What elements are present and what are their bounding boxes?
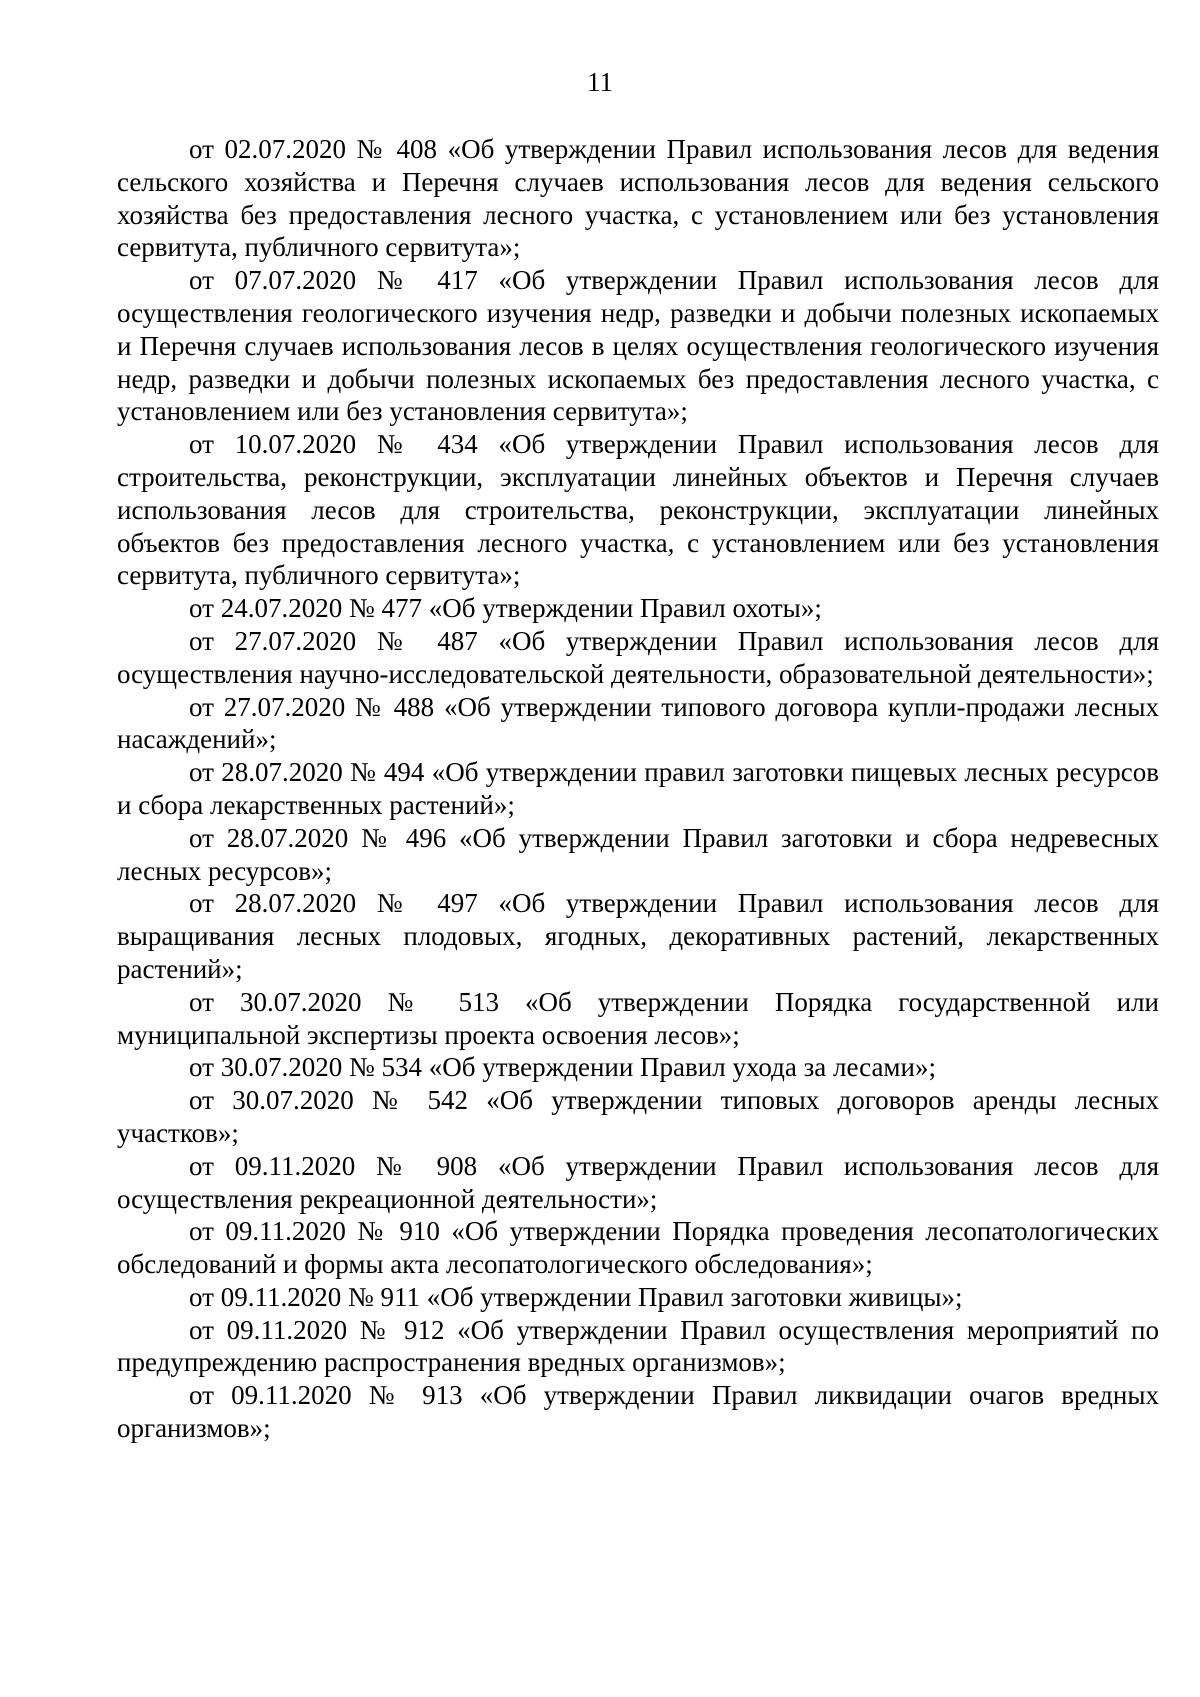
decree-paragraph: от 09.11.2020 № 910 «Об утверждении Порядка проведения лесопатологических обследований и формы акта лесопатологического обследования»; [117,1216,1159,1280]
decree-paragraph: от 02.07.2020 № 408 «Об утверждении Правил использования лесов для ведения сельского хозяйства и Перечня случаев использования лесов для ведения сельского хозяйства без предоставления лесного участка, с установлением или без установления сервитута, публичного сервитута»; [117,134,1159,263]
decree-paragraph: от 27.07.2020 № 487 «Об утверждении Правил использования лесов для осуществления научно-исследовательской деятельности, образовательной деятельности»; [117,625,1159,689]
decree-paragraph: от 28.07.2020 № 496 «Об утверждении Правил заготовки и сбора недревесных лесных ресурсов»; [117,822,1159,886]
decree-paragraph: от 28.07.2020 № 497 «Об утверждении Правил использования лесов для выращивания лесных плодовых, ягодных, декоративных растений, лекарственных растений»; [117,888,1159,984]
decree-paragraph: от 09.11.2020 № 913 «Об утверждении Правил ликвидации очагов вредных организмов»; [117,1380,1159,1444]
decree-paragraph: от 10.07.2020 № 434 «Об утверждении Правил использования лесов для строительства, реконструкции, эксплуатации линейных объектов и Перечня случаев использования лесов для строительства, реконструкции, эксплуатации линейных объектов без предоставления лесного участка, с установлением или без установления сервитута, публичного сервитута»; [117,429,1159,591]
decree-paragraph: от 30.07.2020 № 513 «Об утверждении Порядка государственной или муниципальной экспертизы проекта освоения лесов»; [117,986,1159,1050]
document-body [117,133,1159,1445]
decree-paragraph: от 27.07.2020 № 488 «Об утверждении типового договора купли-продажи лесных насаждений»; [117,691,1159,755]
decree-paragraph: от 09.11.2020 № 908 «Об утверждении Правил использования лесов для осуществления рекреационной деятельности»; [117,1150,1159,1214]
decree-paragraph: от 09.11.2020 № 911 «Об утверждении Правил заготовки живицы»; [189,1281,963,1312]
decree-paragraph: от 09.11.2020 № 912 «Об утверждении Правил осуществления мероприятий по предупреждению распространения вредных организмов»; [117,1314,1159,1378]
decree-paragraph: от 07.07.2020 № 417 «Об утверждении Правил использования лесов для осуществления геологического изучения недр, разведки и добычи полезных ископаемых и Перечня случаев использования лесов в целях осуществления геологического изучения недр, разведки и добычи полезных ископаемых без предоставления лесного участка, с установлением или без установления сервитута»; [117,265,1159,427]
decree-paragraph: от 30.07.2020 № 534 «Об утверждении Правил ухода за лесами»; [189,1052,936,1083]
page-number: 11 [587,67,613,97]
decree-paragraph: от 28.07.2020 № 494 «Об утверждении правил заготовки пищевых лесных ресурсов и сбора лекарственных растений»; [117,757,1159,820]
decree-paragraph: от 24.07.2020 № 477 «Об утверждении Правил охоты»; [189,593,822,624]
decree-paragraph: от 30.07.2020 № 542 «Об утверждении типовых договоров аренды лесных участков»; [117,1085,1159,1148]
